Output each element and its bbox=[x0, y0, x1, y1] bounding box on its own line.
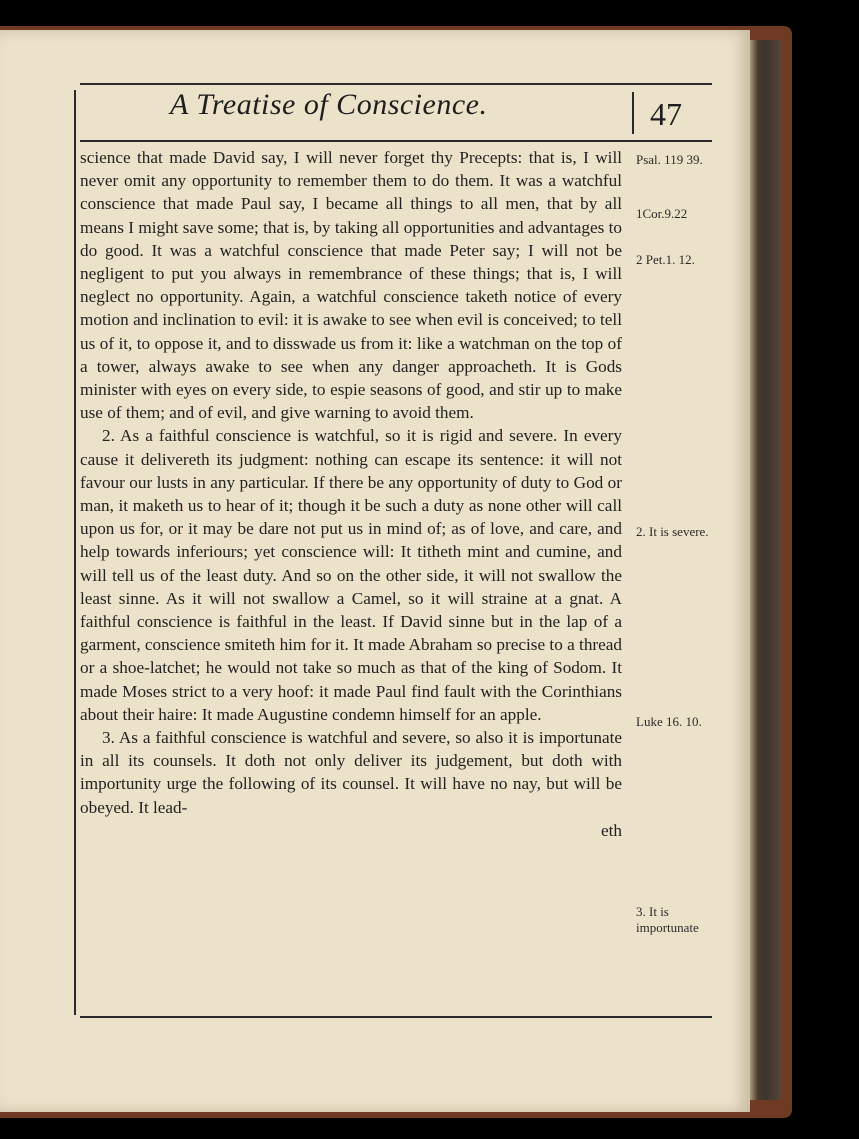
bottom-rule bbox=[80, 1016, 712, 1018]
top-rule bbox=[80, 83, 712, 85]
margin-note-psal: Psal. 119 39. bbox=[636, 152, 703, 167]
header-divider bbox=[632, 92, 634, 134]
page-title: A Treatise of Conscience. bbox=[170, 88, 488, 121]
page-number: 47 bbox=[650, 96, 682, 132]
margin-note-luke: Luke 16. 10. bbox=[636, 714, 702, 729]
paragraph-1: science that made David say, I will never forget thy Precepts: that is, I will never omit any opportunity to remember them to do them. It was a watchful conscience that made Paul say, I became all things to all men, that by all means I might save some; that is, by taking all opportunities and advantages to do good. It was a watchful conscience that made Peter say; I will not be negligent to put you always in remembrance of these things; that is, I will neglect no opportunity. Again, a watchful conscience taketh notice of every motion and inclination to evil: it is awake to see when evil is conceived; to tell us of it, to oppose it, and to disswade us from it: like a watchman on the top of a tower, always awake to see when any danger approacheth. It is Gods minister with eyes on every side, to espie seasons of good, and stir up to make use of them; and of evil, and give warning to avoid them. bbox=[80, 148, 622, 423]
margin-note-cor: 1Cor.9.22 bbox=[636, 206, 688, 221]
body-text bbox=[80, 146, 622, 842]
margin-note-severe: 2. It is severe. bbox=[636, 524, 709, 539]
catchword: eth bbox=[601, 820, 622, 840]
paragraph-2: 2. As a faithful conscience is watchful, so it is rigid and severe. In every cause it delivereth its judgment: nothing can escape its sentence: it will not favour our lusts in any particular. If there be any opportunity of duty to God or man, it maketh us to hear of it; though it be such a duty as none other will call upon us for, or it may be dare not put us in mind of; as of love, and care, and help towards inferiours; yet conscience will: It titheth mint and cumine, and will tell us of the least duty. And so on the other side, it will not swallow the least sinne. As it will not swallow a Camel, so it will straine at a gnat. A faithful conscience is faithful in the least. If David sinne but in the lap of a garment, conscience smiteth him for it. It made Abraham so precise to a thread or a shoe-latchet; he would not take so much as that of the king of Sodom. It made Moses strict to a very hoof: it made Paul find fault with the Corinthians about their haire: It made Augustine condemn himself for an apple. bbox=[80, 426, 622, 724]
left-rule bbox=[74, 90, 76, 1015]
paragraph-3: 3. As a faithful conscience is watchful and severe, so also it is importunate in all its counsels. It doth not only deliver its judgement, but doth with importunity urge the following of its counsel. It will have no nay, but will be obeyed. It lead- bbox=[80, 728, 622, 817]
header-rule bbox=[80, 140, 712, 142]
margin-note-importunate: 3. It is importunate bbox=[636, 904, 699, 935]
margin-note-pet: 2 Pet.1. 12. bbox=[636, 252, 695, 267]
